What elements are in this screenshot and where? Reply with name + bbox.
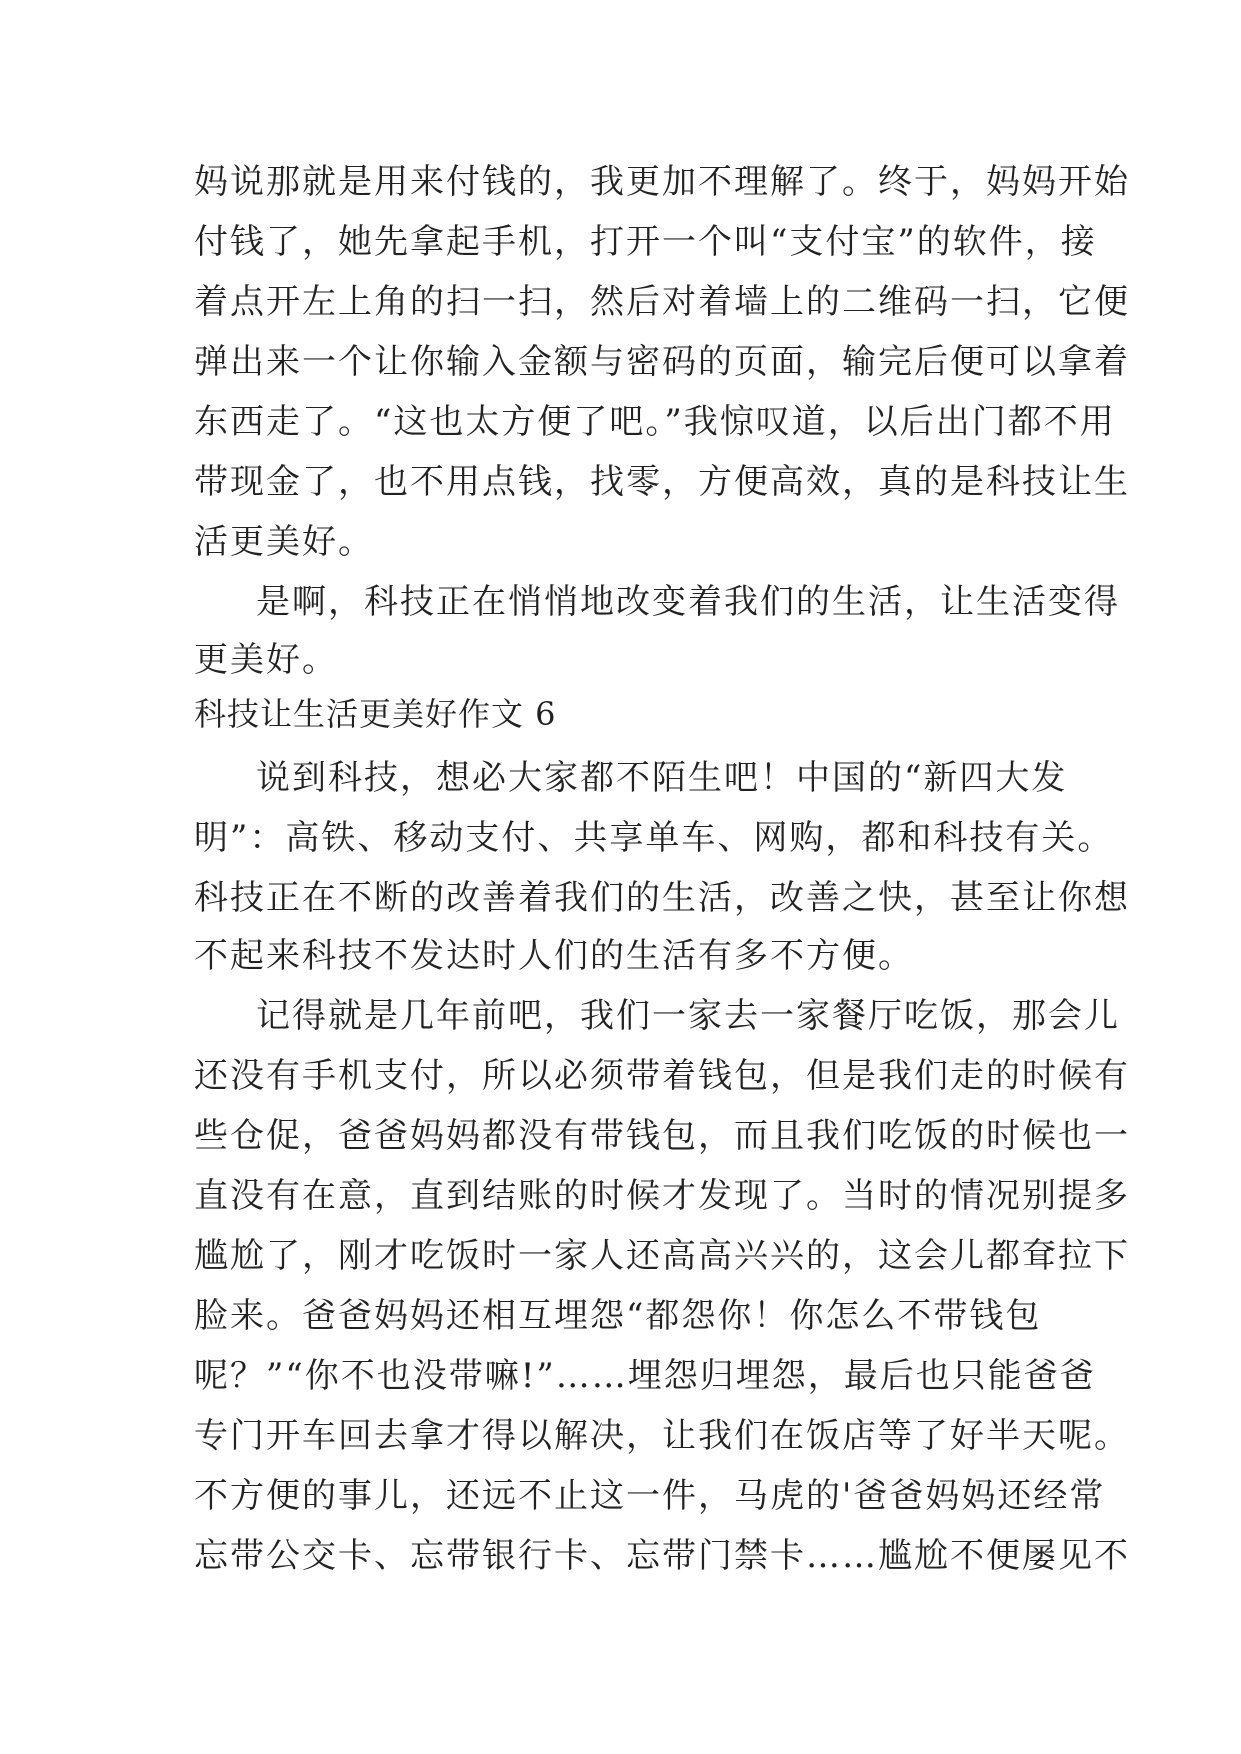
paragraph-4-line-5: 尴尬了，刚才吃饭时一家人还高高兴兴的，这会儿都耷拉下 [194, 1236, 1130, 1276]
paragraph-3-line-1: 说到科技，想必大家都不陌生吧！中国的“新四大发 [256, 758, 1068, 798]
paragraph-4-line-6: 脸来。爸爸妈妈还相互埋怨“都怨你！你怎么不带钱包 [194, 1296, 1042, 1336]
paragraph-3-line-3: 科技正在不断的改善着我们的生活，改善之快，甚至让你想 [194, 878, 1130, 918]
paragraph-2-line-1: 是啊，科技正在悄悄地改变着我们的生活，让生活变得 [256, 582, 1120, 622]
paragraph-1-line-3: 着点开左上角的扫一扫，然后对着墙上的二维码一扫，它便 [194, 282, 1130, 322]
paragraph-4-line-8: 专门开车回去拿才得以解决，让我们在饭店等了好半天呢。 [194, 1416, 1130, 1456]
paragraph-1-line-1: 妈说那就是用来付钱的，我更加不理解了。终于，妈妈开始 [194, 162, 1130, 202]
paragraph-1-line-6: 带现金了，也不用点钱，找零，方便高效，真的是科技让生 [194, 462, 1130, 502]
paragraph-4-line-9: 不方便的事儿，还远不止这一件，马虎的'爸爸妈妈还经常 [194, 1476, 1106, 1516]
paragraph-4-line-10: 忘带公交卡、忘带银行卡、忘带门禁卡……尴尬不便屡见不 [194, 1536, 1130, 1576]
paragraph-3-line-4: 不起来科技不发达时人们的生活有多不方便。 [194, 936, 914, 976]
paragraph-1-line-4: 弹出来一个让你输入金额与密码的页面，输完后便可以拿着 [194, 342, 1130, 382]
paragraph-4-line-4: 直没有在意，直到结账的时候才发现了。当时的情况别提多 [194, 1176, 1130, 1216]
paragraph-4-line-7: 呢？”“你不也没带嘛!”……埋怨归埋怨，最后也只能爸爸 [194, 1356, 1096, 1396]
paragraph-2-line-2: 更美好。 [194, 640, 338, 680]
paragraph-4-line-1: 记得就是几年前吧，我们一家去一家餐厅吃饭，那会儿 [256, 996, 1120, 1036]
section-heading: 科技让生活更美好作文 6 [194, 695, 557, 733]
paragraph-4-line-2: 还没有手机支付，所以必须带着钱包，但是我们走的时候有 [194, 1056, 1130, 1096]
paragraph-1-line-7: 活更美好。 [194, 522, 374, 562]
paragraph-1-line-5: 东西走了。“这也太方便了吧。”我惊叹道，以后出门都不用 [194, 402, 1116, 442]
paragraph-3-line-2: 明”：高铁、移动支付、共享单车、网购，都和科技有关。 [194, 818, 1114, 858]
paragraph-4-line-3: 些仓促，爸爸妈妈都没有带钱包，而且我们吃饭的时候也一 [194, 1116, 1130, 1156]
paragraph-1-line-2: 付钱了，她先拿起手机，打开一个叫“支付宝”的软件，接 [194, 222, 1097, 262]
